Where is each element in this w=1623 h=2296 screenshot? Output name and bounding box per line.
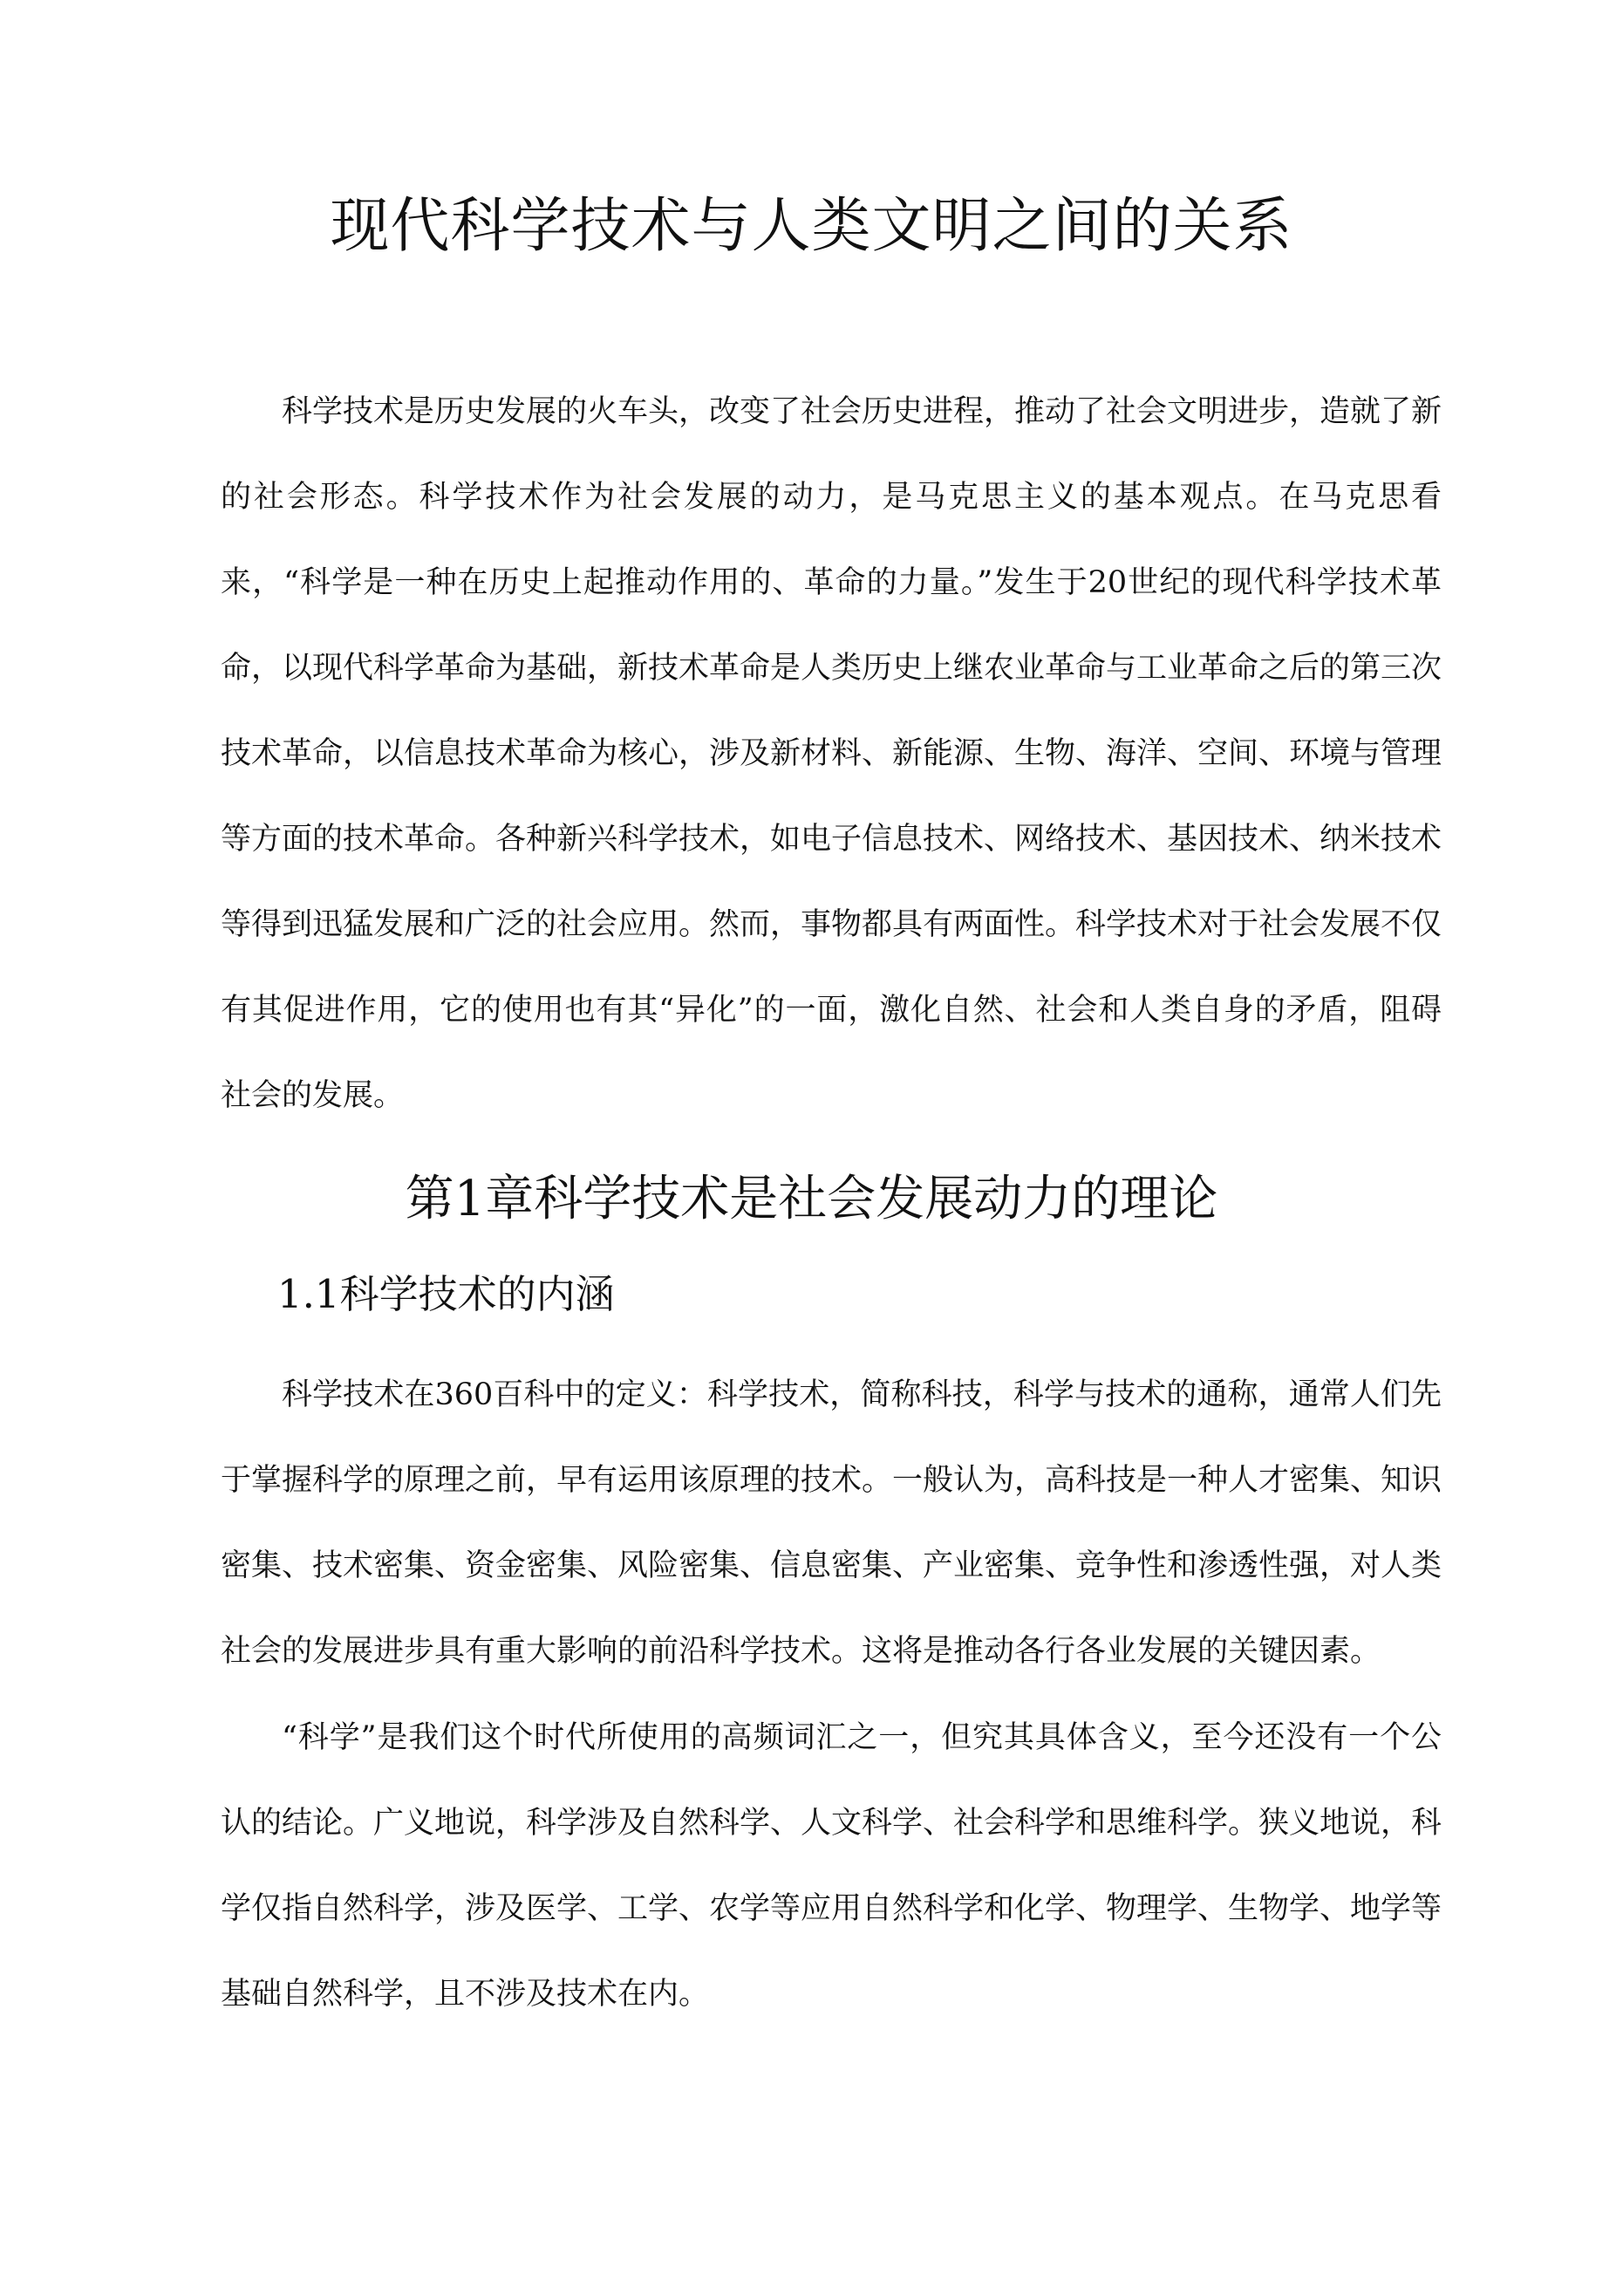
chapter-heading: 第1章科学技术是社会发展动力的理论 [405, 1171, 1218, 1227]
intro-paragraph: 科学技术是历史发展的火车头，改变了社会历史进程，推动了社会文明进步，造就了新的社会形态。科学技术作为社会发展的动力，是马克思主义的基本观点。在马克思看来，“科学是一种在历史上起推动作用的、革命的力量。”发生于20世纪的现代科学技术革命，以现代科学革命为基础，新技术革命是人类历史上继农业革命与工业革命之后的第三次技术革命，以信息技术革命为核心，涉及新材料、新能源、生物、海洋、空间、环境与管理等方面的技术革命。各种新兴科学技术，如电子信息技术、网络技术、基因技术、纳米技术等得到迅猛发展和广泛的社会应用。然而，事物都具有两面性。科学技术对于社会发展不仅有其促进作用，它的使用也有其“异化”的一面，激化自然、社会和人类自身的矛盾，阻碍社会的发展。 [221, 394, 1442, 1113]
document-title: 现代科学技术与人类文明之间的关系 [330, 192, 1293, 261]
section-paragraph-definition: 科学技术在360百科中的定义：科学技术，简称科技，科学与技术的通称，通常人们先于掌握科学的原理之前，早有运用该原理的技术。一般认为，高科技是一种人才密集、知识密集、技术密集、资金密集、风险密集、信息密集、产业密集、竞争性和渗透性强，对人类社会的发展进步具有重大影响的前沿科学技术。这将是推动各行各业发展的关键因素。 [221, 1377, 1442, 1669]
section-paragraph-science-meaning: “科学”是我们这个时代所使用的高频词汇之一，但究其具体含义，至今还没有一个公认的结论。广义地说，科学涉及自然科学、人文科学、社会科学和思维科学。狭义地说，科学仅指自然科学，涉及医学、工学、农学等应用自然科学和化学、物理学、生物学、地学等基础自然科学，且不涉及技术在内。 [221, 1720, 1442, 2012]
section-heading: 1.1科学技术的内涵 [277, 1271, 615, 1317]
